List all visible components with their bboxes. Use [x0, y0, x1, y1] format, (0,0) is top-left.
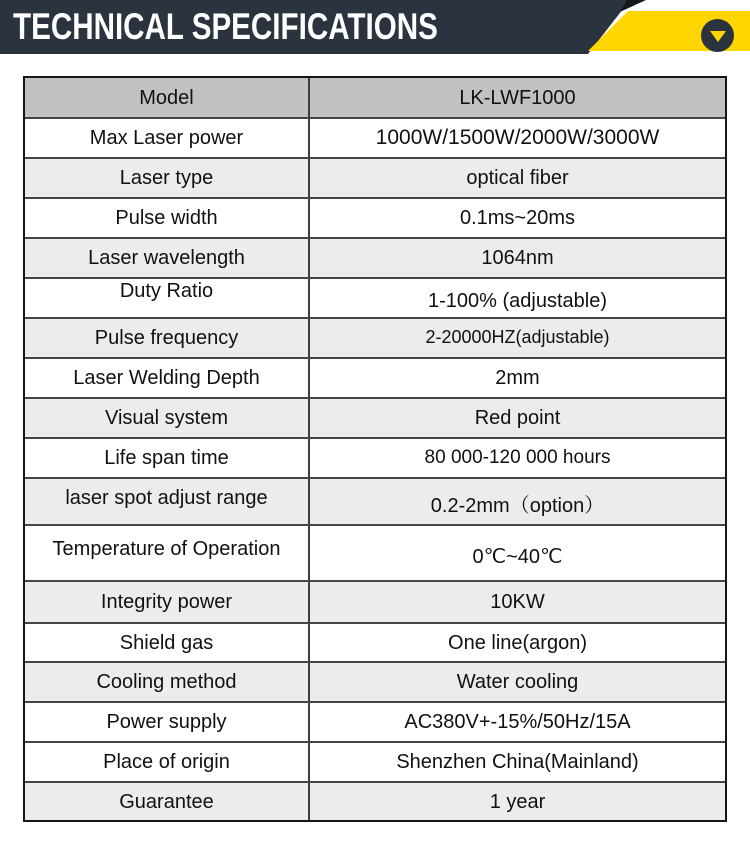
spec-label-cell [25, 159, 310, 197]
table-row [25, 580, 725, 622]
spec-value: 0℃~40℃ [472, 546, 563, 568]
spec-value-cell [310, 399, 725, 437]
spec-value-cell [310, 439, 725, 477]
spec-value-cell [310, 239, 725, 277]
spec-label-cell [25, 582, 310, 622]
spec-label-cell [25, 703, 310, 741]
table-row [25, 237, 725, 277]
spec-value-cell [310, 199, 725, 237]
spec-label-cell [25, 526, 310, 580]
page-title: TECHNICAL SPECIFICATIONS [13, 6, 438, 47]
table-row [25, 741, 725, 781]
spec-value-cell [310, 119, 725, 157]
table-row [25, 622, 725, 661]
spec-label-cell [25, 359, 310, 397]
spec-value-cell [310, 582, 725, 622]
spec-value: 0.2-2mm（option） [430, 494, 605, 517]
spec-label-cell [25, 783, 310, 820]
spec-value: 1064nm [481, 247, 554, 269]
spec-value: 1-100% (adjustable) [428, 290, 607, 312]
spec-value-cell [310, 359, 725, 397]
spec-value-cell [310, 783, 725, 820]
spec-label: Place of origin [103, 751, 230, 773]
spec-label-cell [25, 119, 310, 157]
table-row [25, 277, 725, 317]
spec-label: Power supply [106, 711, 227, 733]
spec-value: 1000W/1500W/2000W/3000W [375, 126, 660, 150]
spec-value: 2mm [495, 367, 540, 389]
spec-label-cell [25, 624, 310, 661]
spec-label: Visual system [104, 407, 228, 429]
spec-label-cell [25, 743, 310, 781]
spec-label: Duty Ratio [119, 280, 214, 302]
spec-value-cell [310, 624, 725, 661]
table-row [25, 317, 725, 357]
table-row [25, 357, 725, 397]
spec-table [23, 76, 727, 822]
spec-label-cell [25, 663, 310, 701]
spec-label-cell [25, 78, 310, 117]
spec-value: 0.1ms~20ms [459, 207, 576, 229]
table-row [25, 781, 725, 820]
spec-value-cell [310, 78, 725, 117]
spec-label: Pulse frequency [94, 327, 239, 349]
table-row [25, 117, 725, 157]
table-row [25, 524, 725, 580]
spec-value-cell [310, 663, 725, 701]
spec-label: Guarantee [119, 790, 214, 813]
spec-value: Red point [474, 407, 561, 429]
spec-value: Water cooling [456, 671, 579, 693]
spec-label-cell [25, 399, 310, 437]
spec-label-cell [25, 439, 310, 477]
spec-value: 10KW [490, 591, 545, 613]
scroll-down-button[interactable] [701, 19, 734, 52]
table-row [25, 197, 725, 237]
spec-label: Model [139, 86, 194, 109]
down-arrow-icon [710, 31, 726, 42]
spec-label: Temperature of Operation [52, 538, 281, 560]
spec-label: Pulse width [115, 207, 218, 229]
spec-value-cell [310, 319, 725, 357]
spec-value-cell [310, 743, 725, 781]
spec-value: 80 000-120 000 hours [424, 446, 611, 468]
spec-label: Cooling method [96, 671, 237, 693]
spec-label: Laser type [119, 167, 214, 189]
table-row [25, 701, 725, 741]
spec-value: 1 year [489, 790, 546, 813]
spec-value-cell [310, 526, 725, 580]
table-row [25, 477, 725, 524]
spec-value: AC380V+-15%/50Hz/15A [404, 711, 631, 733]
spec-label-cell [25, 319, 310, 357]
table-row [25, 157, 725, 197]
table-row [25, 397, 725, 437]
spec-label: Laser Welding Depth [73, 367, 260, 389]
spec-value: Shenzhen China(Mainland) [396, 751, 639, 773]
spec-label-cell [25, 199, 310, 237]
spec-label: Integrity power [100, 591, 233, 613]
spec-value-cell [310, 703, 725, 741]
spec-label: Life span time [104, 447, 229, 469]
spec-label-cell [25, 279, 310, 317]
spec-label: Shield gas [119, 631, 214, 654]
spec-value-cell [310, 279, 725, 317]
table-row [25, 78, 725, 117]
spec-value: 2-20000HZ(adjustable) [425, 327, 610, 348]
spec-label: Max Laser power [89, 127, 244, 149]
spec-value-cell [310, 159, 725, 197]
spec-value-cell [310, 479, 725, 524]
table-row [25, 661, 725, 701]
spec-label: laser spot adjust range [65, 486, 268, 509]
table-row [25, 437, 725, 477]
header [0, 0, 750, 58]
spec-value: optical fiber [466, 167, 569, 189]
spec-label-cell [25, 239, 310, 277]
spec-label: Laser wavelength [88, 247, 245, 269]
spec-value: LK-LWF1000 [459, 86, 576, 109]
spec-value: One line(argon) [448, 631, 587, 654]
spec-label-cell [25, 479, 310, 524]
